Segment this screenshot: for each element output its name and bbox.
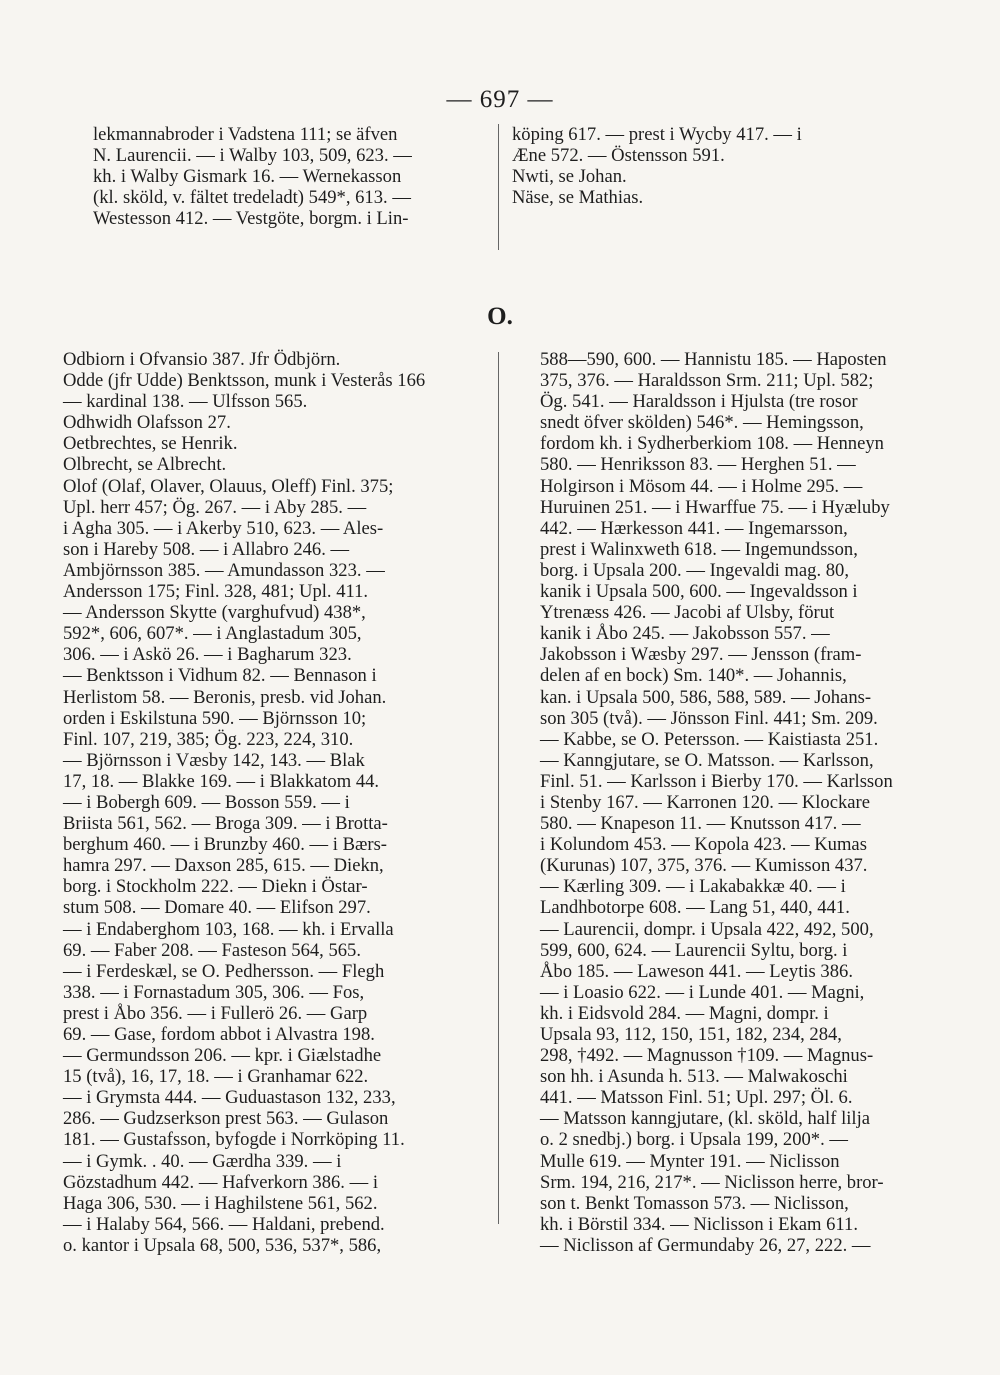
text-line: Näse, se Mathias.	[512, 187, 644, 209]
text-line: Haga 306, 530. — i Haghilstene 561, 562.	[63, 1192, 378, 1214]
text-line: (kl. sköld, v. fältet tredeladt) 549*, 613. —	[93, 187, 411, 209]
text-line: — i Grymsta 444. — Guduastason 132, 233,	[63, 1087, 396, 1109]
text-line: Ög. 541. — Haraldsson i Hjulsta (tre rosor	[540, 391, 858, 413]
section-letter: O.	[487, 303, 513, 330]
text-line: Olof (Olaf, Olaver, Olauus, Oleff) Finl. 375;	[63, 475, 394, 497]
column-divider-main	[498, 352, 499, 1224]
text-line: 15 (två), 16, 17, 18. — i Granhamar 622.	[63, 1066, 369, 1088]
text-line: köping 617. — prest i Wycby 417. — i	[512, 124, 802, 145]
text-line: Ytrenæss 426. — Jacobi af Ulsby, förut	[540, 602, 835, 624]
column-right-main	[540, 349, 940, 1256]
text-line: Mulle 619. — Mynter 191. — Niclisson	[540, 1150, 840, 1172]
text-line: — Kabbe, se O. Petersson. — Kaistiasta 251.	[540, 728, 879, 750]
text-line: Olbrecht, se Albrecht.	[63, 454, 227, 476]
text-line: Huruinen 251. — i Hwarffue 75. — i Hyæluby	[540, 496, 890, 518]
text-line: 306. — i Askö 26. — i Bagharum 323.	[63, 644, 352, 666]
text-line: Odbiorn i Ofvansio 387. Jfr Ödbjörn.	[63, 349, 341, 370]
text-line: Finl. 51. — Karlsson i Bierby 170. — Karlsson	[540, 770, 893, 792]
text-line: — Benktsson i Vidhum 82. — Bennason i	[63, 665, 377, 687]
text-line: — i Ferdeskæl, se O. Pedhersson. — Flegh	[63, 960, 385, 982]
text-line: — Björnsson i Væsby 142, 143. — Blak	[63, 749, 365, 771]
column-left-main	[63, 349, 463, 1256]
text-line: borg. i Stockholm 222. — Diekn i Östar-	[63, 876, 368, 898]
text-line: Finl. 107, 219, 385; Ög. 223, 224, 310.	[63, 728, 354, 750]
text-line: (Kurunas) 107, 375, 376. — Kumisson 437.	[540, 855, 868, 877]
text-line: i Kolundom 453. — Kopola 423. — Kumas	[540, 834, 867, 856]
text-line: Nwti, se Johan.	[512, 166, 627, 188]
text-line: kh. i Walby Gismark 16. — Wernekasson	[93, 166, 402, 188]
text-line: — Matsson kanngjutare, (kl. sköld, half lilja	[540, 1108, 870, 1130]
text-line: — Kærling 309. — i Lakabakkæ 40. — i	[540, 876, 846, 898]
text-line: Odde (jfr Udde) Benktsson, munk i Vesterås 166	[63, 370, 426, 392]
text-line: — i Bobergh 609. — Bosson 559. — i	[63, 791, 350, 813]
text-line: — kardinal 138. — Ulfsson 565.	[63, 391, 308, 413]
text-line: 375, 376. — Haraldsson Srm. 211; Upl. 582;	[540, 370, 874, 392]
text-line: 580. — Henriksson 83. — Herghen 51. —	[540, 454, 856, 476]
text-line: delen af en bock) Sm. 140*. — Johannis,	[540, 665, 847, 687]
text-line: 592*, 606, 607*. — i Anglastadum 305,	[63, 623, 362, 645]
text-line: fordom kh. i Sydherberkiom 108. — Henneyn	[540, 433, 884, 455]
text-line: N. Laurencii. — i Walby 103, 509, 623. —	[93, 145, 412, 167]
text-line: kanik i Åbo 245. — Jakobsson 557. —	[540, 623, 830, 645]
text-line: 580. — Knapeson 11. — Knutsson 417. —	[540, 813, 861, 835]
column-divider-top	[498, 124, 499, 250]
text-line: kh. i Eidsvold 284. — Magni, dompr. i	[540, 1002, 829, 1024]
text-line: — Andersson Skytte (varghufvud) 438*,	[63, 602, 366, 624]
text-line: borg. i Upsala 200. — Ingevaldi mag. 80,	[540, 559, 849, 581]
text-line: prest i Walinxweth 618. — Ingemundsson,	[540, 538, 858, 560]
text-line: 588—590, 600. — Hannistu 185. — Haposten	[540, 349, 887, 370]
text-line: orden i Eskilstuna 590. — Björnsson 10;	[63, 707, 367, 729]
text-line: — Niclisson af Germundaby 26, 27, 222. —	[540, 1234, 871, 1256]
text-line: Herlistom 58. — Beronis, presb. vid Johan.	[63, 686, 387, 708]
text-line: son hh. i Asunda h. 513. — Malwakoschi	[540, 1066, 848, 1088]
text-line: Briista 561, 562. — Broga 309. — i Brotta-	[63, 813, 388, 835]
text-line: hamra 297. — Daxson 285, 615. — Diekn,	[63, 855, 384, 877]
text-line: Upl. herr 457; Ög. 267. — i Aby 285. —	[63, 496, 367, 518]
text-line: 17, 18. — Blakke 169. — i Blakkatom 44.	[63, 770, 380, 792]
text-line: lekmannabroder i Vadstena 111; se äfven	[93, 124, 398, 145]
page-number: — 697 —	[446, 86, 554, 113]
text-line: 286. — Gudzserkson prest 563. — Gulason	[63, 1108, 389, 1130]
text-line: Gözstadhum 442. — Hafverkorn 386. — i	[63, 1171, 379, 1193]
text-line: Upsala 93, 112, 150, 151, 182, 234, 284,	[540, 1024, 842, 1045]
text-line: Åbo 185. — Laweson 441. — Leytis 386.	[540, 960, 853, 982]
text-line: — Kanngjutare, se O. Matsson. — Karlsson,	[540, 749, 874, 771]
text-line: Westesson 412. — Vestgöte, borgm. i Lin-	[93, 208, 409, 230]
text-line: i Agha 305. — i Akerby 510, 623. — Ales-	[63, 517, 384, 539]
text-line: — Laurencii, dompr. i Upsala 422, 492, 500,	[540, 918, 874, 940]
text-line: 298, †492. — Magnusson †109. — Magnus-	[540, 1045, 874, 1067]
text-line: son t. Benkt Tomasson 573. — Niclisson,	[540, 1192, 849, 1214]
text-line: kh. i Börstil 334. — Niclisson i Ekam 611.	[540, 1213, 858, 1235]
text-line: 181. — Gustafsson, byfogde i Norrköping 11.	[63, 1129, 405, 1151]
text-line: Odhwidh Olafsson 27.	[63, 412, 231, 434]
text-line: Srm. 194, 216, 217*. — Niclisson herre, bror-	[540, 1171, 884, 1193]
text-line: Jakobsson i Wæsby 297. — Jensson (fram-	[540, 644, 862, 666]
text-line: — i Loasio 622. — i Lunde 401. — Magni,	[540, 981, 865, 1003]
text-line: — i Gymk. . 40. — Gærdha 339. — i	[63, 1150, 342, 1172]
text-line: 599, 600, 624. — Laurencii Syltu, borg. i	[540, 939, 848, 961]
text-line: Andersson 175; Finl. 328, 481; Upl. 411.	[63, 581, 369, 603]
text-line: 69. — Faber 208. — Fasteson 564, 565.	[63, 939, 361, 961]
text-line: son 305 (två). — Jönsson Finl. 441; Sm. 209.	[540, 707, 878, 729]
text-line: — i Endaberghom 103, 168. — kh. i Ervalla	[63, 918, 394, 940]
text-line: Holgirson i Mösom 44. — i Holme 295. —	[540, 475, 863, 497]
text-line: Oetbrechtes, se Henrik.	[63, 433, 238, 455]
text-line: snedt öfver skölden) 546*. — Hemingsson,	[540, 412, 864, 434]
column-right-top	[512, 124, 912, 208]
text-line: kanik i Upsala 500, 600. — Ingevaldsson i	[540, 581, 858, 603]
text-line: kan. i Upsala 500, 586, 588, 589. — Johans-	[540, 686, 872, 708]
text-line: Æne 572. — Östensson 591.	[512, 145, 725, 167]
text-line: 69. — Gase, fordom abbot i Alvastra 198.	[63, 1024, 375, 1045]
text-line: Ambjörnsson 385. — Amundasson 323. —	[63, 559, 385, 581]
text-line: — i Halaby 564, 566. — Haldani, prebend.	[63, 1213, 385, 1235]
text-line: o. 2 snedbj.) borg. i Upsala 199, 200*. —	[540, 1129, 848, 1151]
text-line: — Germundsson 206. — kpr. i Giælstadhe	[63, 1045, 382, 1067]
text-line: i Stenby 167. — Karronen 120. — Klockare	[540, 791, 870, 813]
column-left-top	[93, 124, 493, 229]
text-line: son i Hareby 508. — i Allabro 246. —	[63, 538, 350, 560]
text-line: prest i Åbo 356. — i Fullerö 26. — Garp	[63, 1002, 368, 1024]
text-line: o. kantor i Upsala 68, 500, 536, 537*, 586,	[63, 1234, 382, 1256]
text-line: berghum 460. — i Brunzby 460. — i Bærs-	[63, 834, 388, 856]
text-line: 441. — Matsson Finl. 51; Upl. 297; Öl. 6.	[540, 1087, 853, 1109]
text-line: 442. — Hærkesson 441. — Ingemarsson,	[540, 517, 848, 539]
text-line: Landhbotorpe 608. — Lang 51, 440, 441.	[540, 897, 850, 919]
text-line: 338. — i Fornastadum 305, 306. — Fos,	[63, 981, 365, 1003]
text-line: stum 508. — Domare 40. — Elifson 297.	[63, 897, 371, 919]
